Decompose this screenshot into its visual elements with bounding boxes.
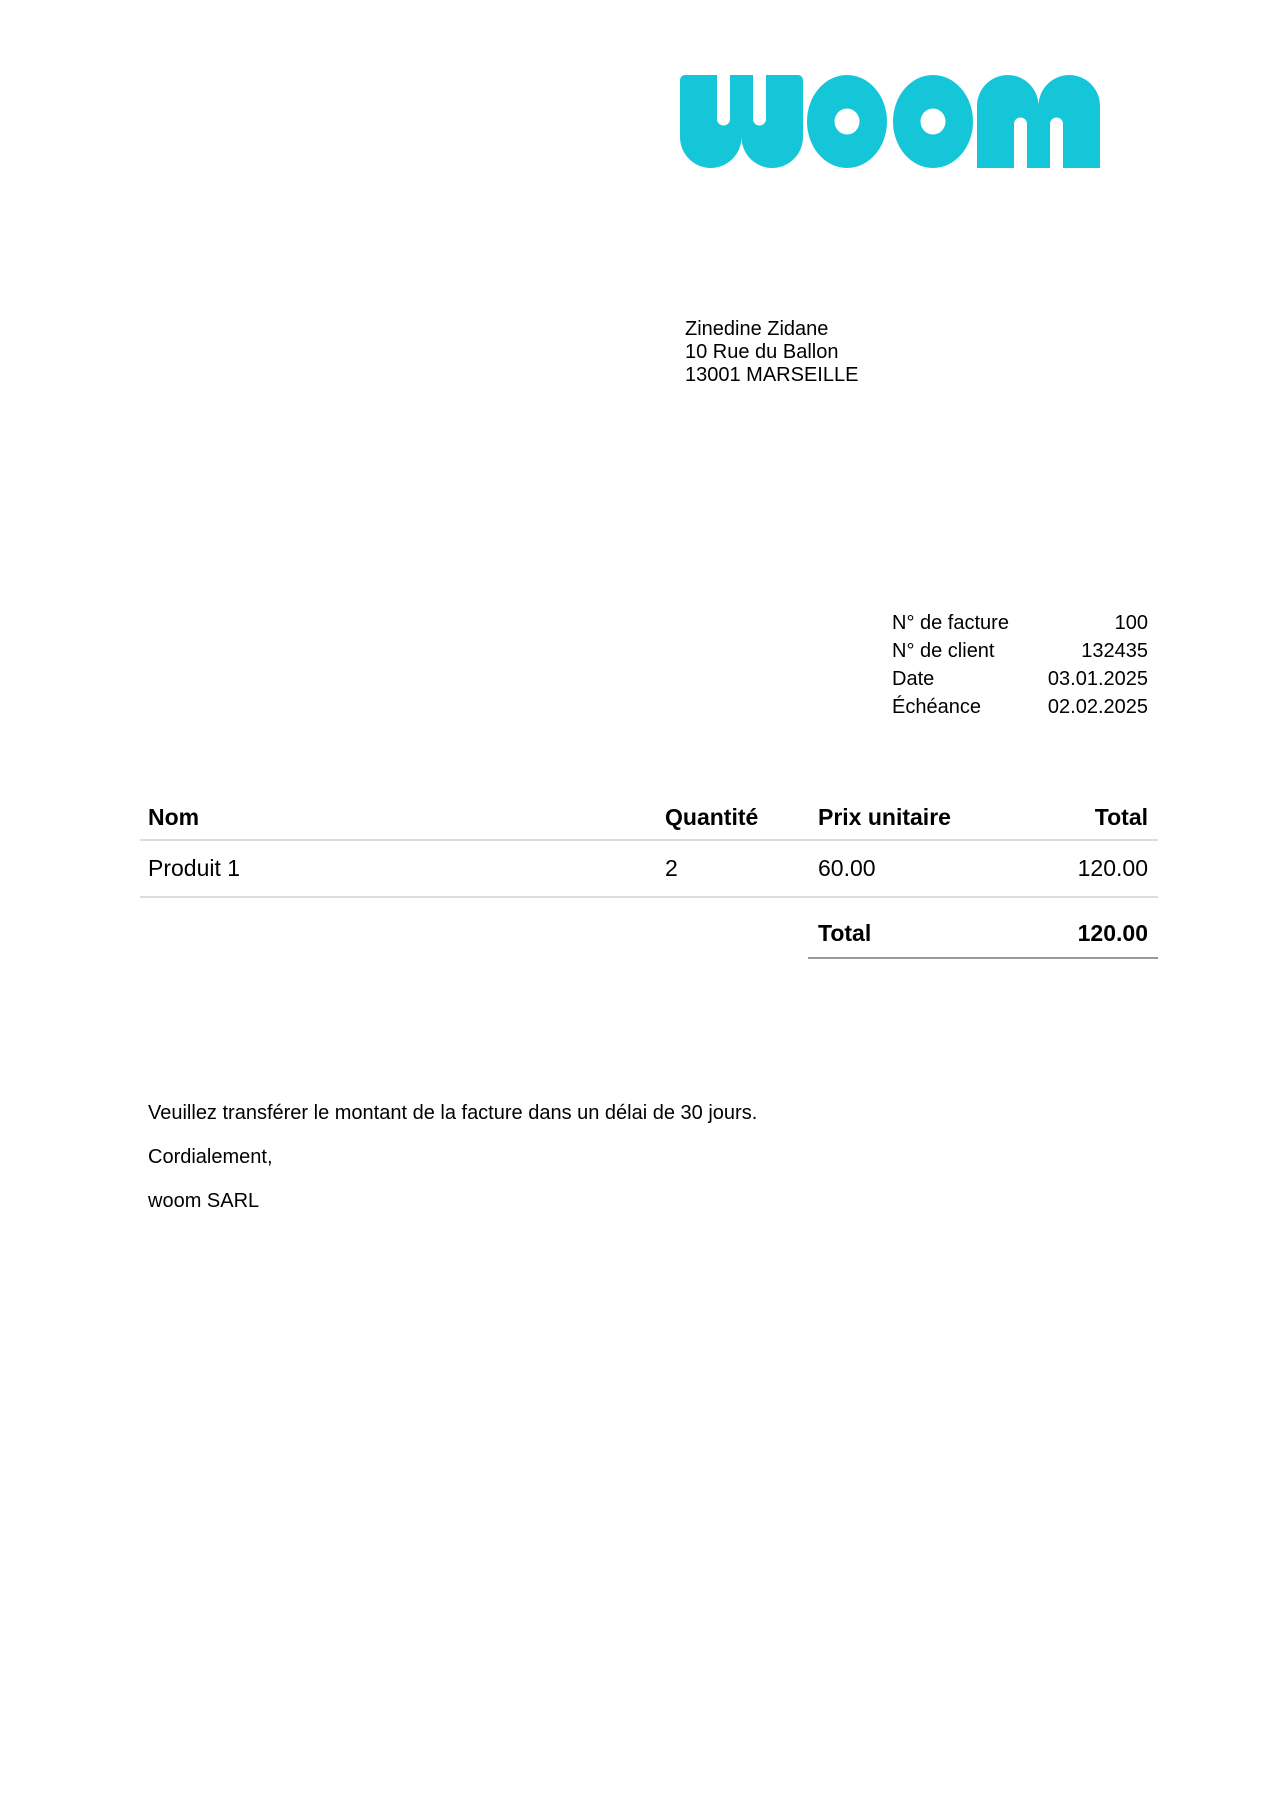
regards-line: Cordialement, [148,1146,273,1168]
cell-unit-price: 60.00 [818,855,876,881]
meta-row-client-number [892,637,1148,665]
table-row [140,841,1158,898]
recipient-city: 13001 MARSEILLE [685,364,859,386]
meta-row-due-date [892,693,1148,721]
invoice-number-label: N° de facture [892,612,1009,634]
recipient-street: 10 Rue du Ballon [685,341,839,363]
due-date-label: Échéance [892,696,981,718]
column-header-quantity: Quantité [665,803,759,830]
closing-note [148,1091,757,1223]
invoice-number-value: 100 [1114,612,1148,634]
table-header-row [140,795,1158,841]
woom-logo [680,75,1100,168]
woom-logo-letters [680,75,1100,168]
column-header-total: Total [1094,803,1148,830]
items-table [140,795,1158,959]
meta-row-invoice-number [892,609,1148,637]
column-header-name: Nom [148,803,200,830]
cell-product-name: Produit 1 [148,855,241,881]
company-signature: woom SARL [148,1190,260,1212]
recipient-address [685,318,858,387]
cell-quantity: 2 [665,855,678,881]
total-row-spacer [140,898,808,959]
client-number-label: N° de client [892,640,995,662]
invoice-meta [892,609,1148,721]
recipient-name: Zinedine Zidane [685,318,829,340]
total-row [140,898,1158,959]
invoice-date-label: Date [892,668,935,690]
total-label: Total [818,920,872,946]
invoice-date-value: 03.01.2025 [1047,668,1148,690]
total-box [808,898,1158,959]
cell-total: 120.00 [1077,855,1148,881]
column-header-unit-price: Prix unitaire [818,803,951,830]
total-value: 120.00 [1077,920,1148,946]
due-date-value: 02.02.2025 [1047,696,1148,718]
meta-row-date [892,665,1148,693]
payment-terms-line: Veuillez transférer le montant de la facture dans un délai de 30 jours. [148,1102,758,1124]
client-number-value: 132435 [1081,640,1148,662]
